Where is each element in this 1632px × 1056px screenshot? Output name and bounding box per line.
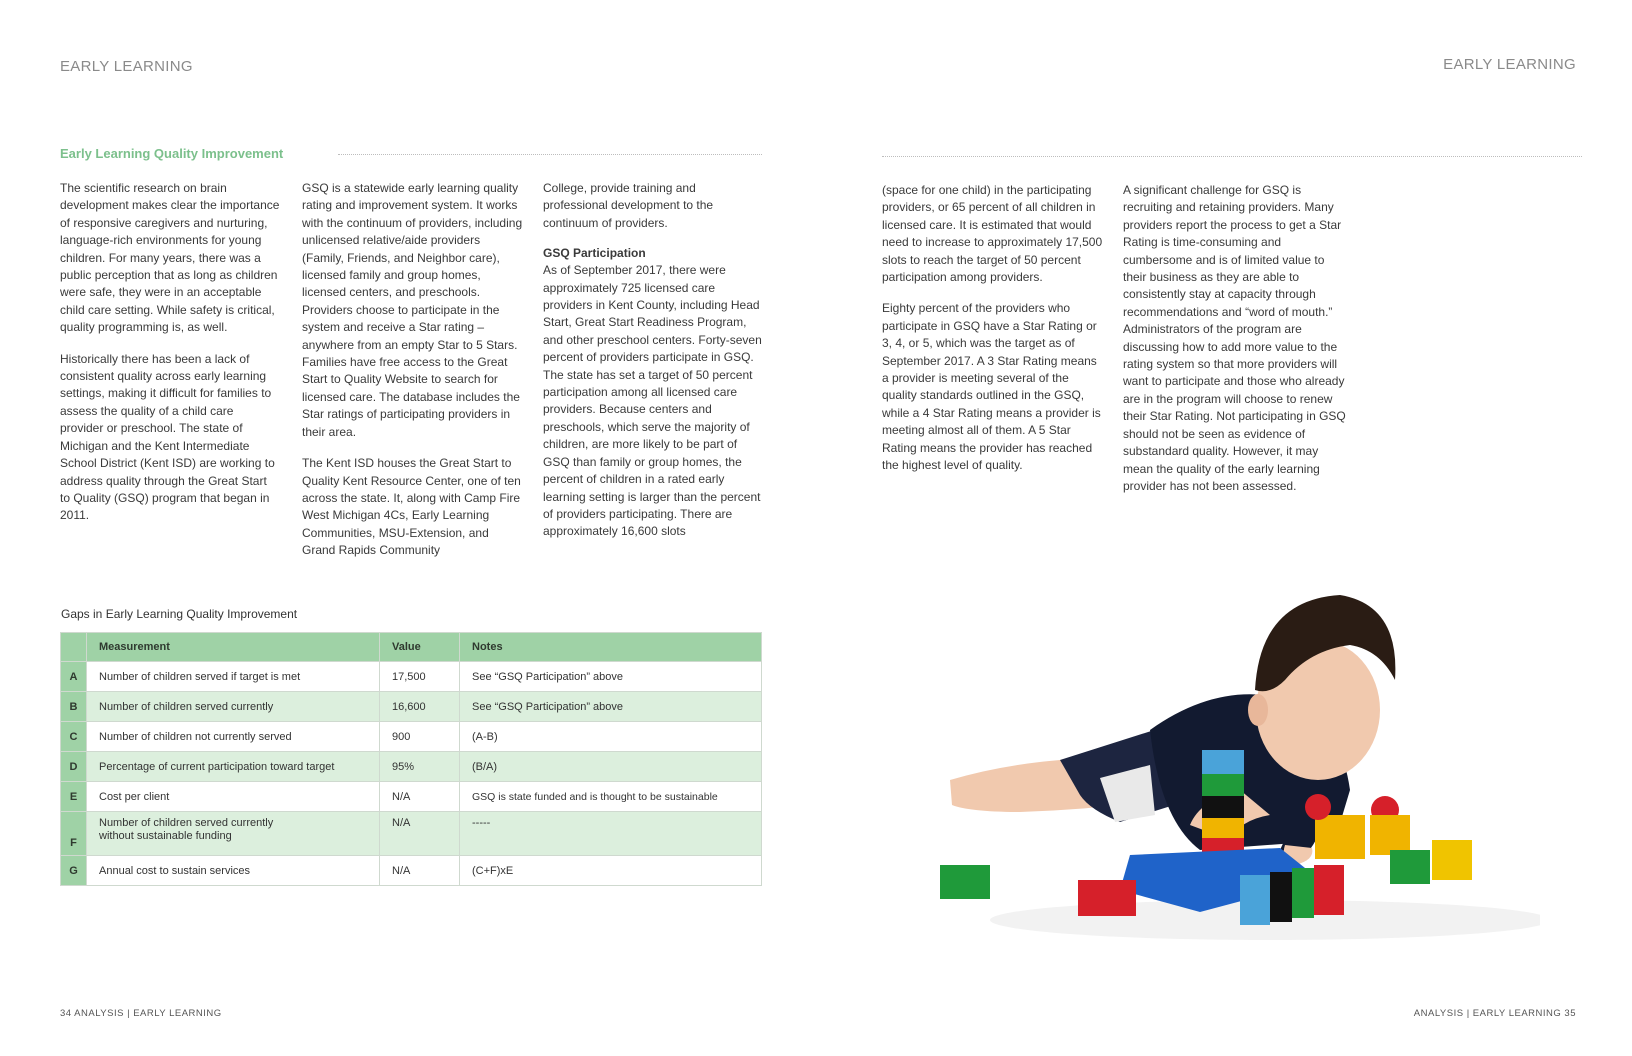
row-letter: B — [61, 692, 87, 722]
row-notes: (A-B) — [460, 722, 762, 752]
paragraph: Historically there has been a lack of consistent quality across early learning settings, making it difficult for families to assess the quality of a child care provider or preschool. The state of Michigan and the Kent Intermediate School District (Kent ISD) are working to address quality through the Great Start to Quality (GSQ) program that began in 2011. — [60, 351, 275, 523]
paragraph: The Kent ISD houses the Great Start to Quality Kent Resource Center, one of ten across the state. It, along with Camp Fire West Michigan 4Cs, Early Learning Communities, MSU-Extension, and Grand Rapids Community — [302, 456, 521, 558]
footer-left: 34 ANALYSIS | EARLY LEARNING — [60, 1008, 222, 1019]
row-notes: See “GSQ Participation” above — [460, 692, 762, 722]
row-measurement — [87, 812, 380, 856]
paragraph: A significant challenge for GSQ is recruiting and retaining providers. Many providers report the process to get a Star Rating is time-consuming and cumbersome and is of limited value to their business as they are able to consistently stay at capacity through recommendations and “word of mouth.” Administrators of the program are discussing how to add more value to the rating system so that more providers will want to participate and those who already are in the program will choose to renew their Star Rating. Not participating in GSQ should not be seen as evidence of substandard quality. However, it may mean the quality of the early learning provider has not been assessed. — [1123, 183, 1346, 493]
row-letter: G — [61, 856, 87, 886]
text-column-2 — [302, 180, 524, 574]
header-measurement: Measurement — [87, 633, 380, 662]
paragraph: Eighty percent of the providers who participate in GSQ have a Star Rating or 3, 4, or 5, which was the target as of September 2017. A 3 Star Rating means a provider is meeting several of the quality standards outlined in the GSQ, while a 4 Star Rating means a provider is meeting almost all of them. A 5 Star Rating means the provider has reached the highest level of quality. — [882, 301, 1101, 473]
header-notes: Notes — [460, 633, 762, 662]
row-value: 900 — [380, 722, 460, 752]
paragraph: GSQ is a statewide early learning quality rating and improvement system. It works with the continuum of providers, including unlicensed relative/aide providers (Family, Friends, and Neighbor care), licensed family and group homes, licensed centers, and preschools. Providers choose to participate in the system and receive a Star rating – anywhere from an empty Star to 5 Stars. Families have free access to the Great Start to Quality Website to search for licensed care. The database includes the Star ratings of participating providers in their area. — [302, 181, 523, 439]
row-value: 17,500 — [380, 662, 460, 692]
row-measurement: Annual cost to sustain services — [87, 856, 380, 886]
footer-right: ANALYSIS | EARLY LEARNING 35 — [1413, 1008, 1576, 1019]
table-row — [61, 722, 762, 752]
row-measurement: Cost per client — [87, 782, 380, 812]
row-notes: GSQ is state funded and is thought to be sustainable — [460, 782, 762, 812]
row-notes: (B/A) — [460, 752, 762, 782]
table-row — [61, 856, 762, 886]
row-notes: (C+F)xE — [460, 856, 762, 886]
row-value: N/A — [380, 782, 460, 812]
row-letter: E — [61, 782, 87, 812]
row-value: N/A — [380, 856, 460, 886]
text-column-5 — [1123, 182, 1349, 509]
dotted-rule-left — [338, 154, 762, 155]
row-letter: C — [61, 722, 87, 752]
row-measurement-line2: without sustainable funding — [99, 830, 232, 842]
row-notes: ----- — [460, 812, 762, 856]
text-column-3 — [543, 180, 763, 555]
header-value: Value — [380, 633, 460, 662]
text-column-4 — [882, 182, 1104, 489]
dotted-rule-right — [882, 156, 1582, 157]
row-notes: See “GSQ Participation” above — [460, 662, 762, 692]
table-title: Gaps in Early Learning Quality Improvement — [61, 607, 298, 621]
text-column-1 — [60, 180, 280, 539]
row-measurement: Percentage of current participation toward target — [87, 752, 380, 782]
table-row — [61, 752, 762, 782]
paragraph: (space for one child) in the participating providers, or 65 percent of all children in licensed care. It is estimated that would need to increase to approximately 17,500 slots to reach the target of 50 percent participation among providers. — [882, 183, 1103, 285]
paragraph: College, provide training and professional development to the continuum of providers. — [543, 181, 714, 230]
row-measurement: Number of children served currently — [87, 692, 380, 722]
table-row — [61, 812, 762, 856]
row-measurement: Number of children not currently served — [87, 722, 380, 752]
paragraph: The scientific research on brain development makes clear the importance of responsive caregivers and nurturing, language-rich environments for young children. For many years, there was a public perception that as long as children were safe, they were in an acceptable child care setting. While safety is critical, quality programming is, as well. — [60, 181, 280, 335]
row-measurement-line1: Number of children served currently — [99, 817, 274, 829]
page-header-left: EARLY LEARNING — [60, 58, 193, 75]
table-row — [61, 692, 762, 722]
row-value: N/A — [380, 812, 460, 856]
section-title: Early Learning Quality Improvement — [60, 146, 284, 161]
table-row — [61, 662, 762, 692]
table-row — [61, 782, 762, 812]
row-value: 16,600 — [380, 692, 460, 722]
child-playing-blocks-photo — [940, 560, 1540, 960]
row-letter: F — [61, 812, 87, 856]
row-letter: D — [61, 752, 87, 782]
table-header-row — [61, 633, 762, 662]
gaps-table — [60, 632, 762, 886]
row-value: 95% — [380, 752, 460, 782]
page-header-right: EARLY LEARNING — [1443, 56, 1576, 73]
paragraph: As of September 2017, there were approximately 725 licensed care providers in Kent County, including Head Start, Great Start Readiness Program, and other preschool centers. Forty-seven percent of providers participate in GSQ. The state has set a target of 50 percent participation among all licensed care providers. Because centers and preschools, which serve the majority of children, are more likely to be part of GSQ than family or group homes, the percent of children in a rated early learning setting is larger than the percent of providers participating. There are approximately 16,600 slots — [543, 263, 762, 539]
header-letter-cell — [61, 633, 87, 662]
row-letter: A — [61, 662, 87, 692]
row-measurement: Number of children served if target is met — [87, 662, 380, 692]
subheading-gsq-participation: GSQ Participation — [543, 246, 646, 261]
